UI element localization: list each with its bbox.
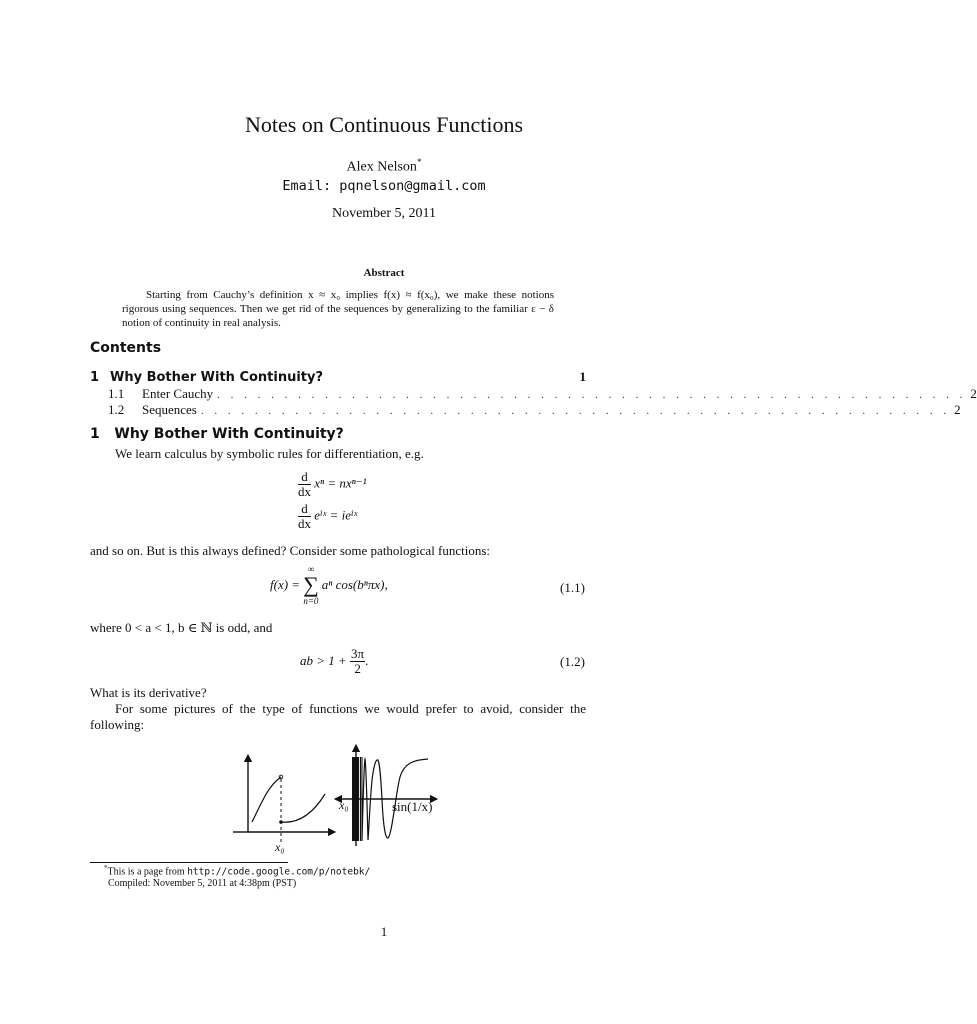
question-text: What is its derivative? (90, 685, 207, 700)
toc-label: Enter Cauchy (142, 386, 214, 401)
toc-entry-1-2[interactable] (90, 402, 961, 418)
toc-page: 2 (970, 386, 977, 401)
figure-sin-1-over-x (336, 742, 436, 848)
pathological-text: and so on. But is this always defined? Consider some pathological functions: (90, 543, 491, 558)
curve-right-branch (281, 794, 325, 822)
oscillation-band (352, 757, 362, 841)
paper-date: November 5, 2011 (331, 206, 437, 221)
paper-title: Notes on Continuous Functions (244, 112, 524, 137)
equation-1-2: ab > 1 + $\frac{3\pi}{2}$ . (300, 645, 369, 676)
section-title: Why Bother With Continuity? (114, 426, 344, 442)
equation-derivative-exp: $\frac{d}{dx}$ eⁱˣ = ieⁱˣ (298, 501, 358, 531)
author-footnote-mark: * (416, 157, 422, 167)
toc-leader-dots: . . . . . . . . . . . . . . . . . . . . . . . . . . . . . . . . . . . . . . . . . . . . . . . . . . . . . . . . (217, 389, 967, 401)
toc-label: Sequences (142, 402, 197, 417)
toc-entry-1-1[interactable] (90, 386, 977, 402)
author-email: Email: pqnelson@gmail.com (282, 178, 486, 194)
author-line (0, 157, 768, 176)
equation-1-1: f(x) = ∞ ∑ n=0 aⁿ cos(bⁿπx), (270, 564, 388, 606)
equation-number-1-2: (1.2) (560, 654, 585, 669)
footnote-line-2: Compiled: November 5, 2011 at 4:38pm (PST) (108, 878, 297, 889)
curve-left-branch (252, 777, 281, 822)
toc-leader-dots: . . . . . . . . . . . . . . . . . . . . . . . . . . . . . . . . . . . . . . . . . . . . . . . . . . . . . . . . (200, 405, 951, 417)
toc-number: 1.1 (108, 386, 125, 401)
contents-heading: Contents (90, 340, 162, 356)
abstract-text: Starting from Cauchy’s definition x ≈ x₀ implies f(x) ≈ f(x₀), we make these notions rigorous using sequences. Then we get rid of the sequences by generalizing to the familiar ε − δ notion of continuity in real analysis. (122, 289, 554, 329)
pictures-text: For some pictures of the type of functions we would prefer to avoid, consider the following: (90, 701, 586, 732)
sum-operator: ∞ ∑ n=0 (303, 564, 319, 606)
abstract-heading: Abstract (363, 267, 405, 279)
toc-number: 1.2 (108, 402, 125, 417)
figure-label-sin: sin(1/x) (392, 799, 433, 814)
section-heading (90, 426, 344, 442)
footnote-rule (90, 862, 288, 863)
toc-entry-section-1[interactable] (90, 369, 586, 385)
fraction-d-dx: $\frac{d}{dx}$ (298, 469, 311, 499)
toc-page: 1 (579, 369, 586, 384)
figure-label-x0-right: x₀ (339, 798, 349, 812)
figure-label-x0: x₀ (275, 840, 285, 854)
toc-label: Why Bother With Continuity? (110, 370, 324, 385)
fraction-d-dx: $\frac{d}{dx}$ (298, 501, 311, 531)
equation-number-1-1: (1.1) (560, 580, 585, 595)
fraction-3pi-2: $\frac{3\pi}{2}$ (351, 645, 365, 676)
equation-derivative-power: $\frac{d}{dx}$ xⁿ = nxⁿ⁻¹ (298, 469, 367, 499)
conditions-text: where 0 < a < 1, b ∈ ℕ is odd, and (90, 620, 273, 635)
footnote-url[interactable]: http://code.google.com/p/notebk/ (187, 866, 371, 878)
section-intro: We learn calculus by symbolic rules for differentiation, e.g. (115, 446, 424, 461)
toc-page: 2 (954, 402, 961, 417)
page-number: 1 (380, 924, 388, 939)
toc-number: 1 (90, 370, 100, 385)
section-number: 1 (90, 426, 100, 442)
footnote-line-1: *This is a page from http://code.google.com/p/notebk/ (104, 864, 371, 878)
author-name: Alex Nelson (346, 159, 417, 175)
